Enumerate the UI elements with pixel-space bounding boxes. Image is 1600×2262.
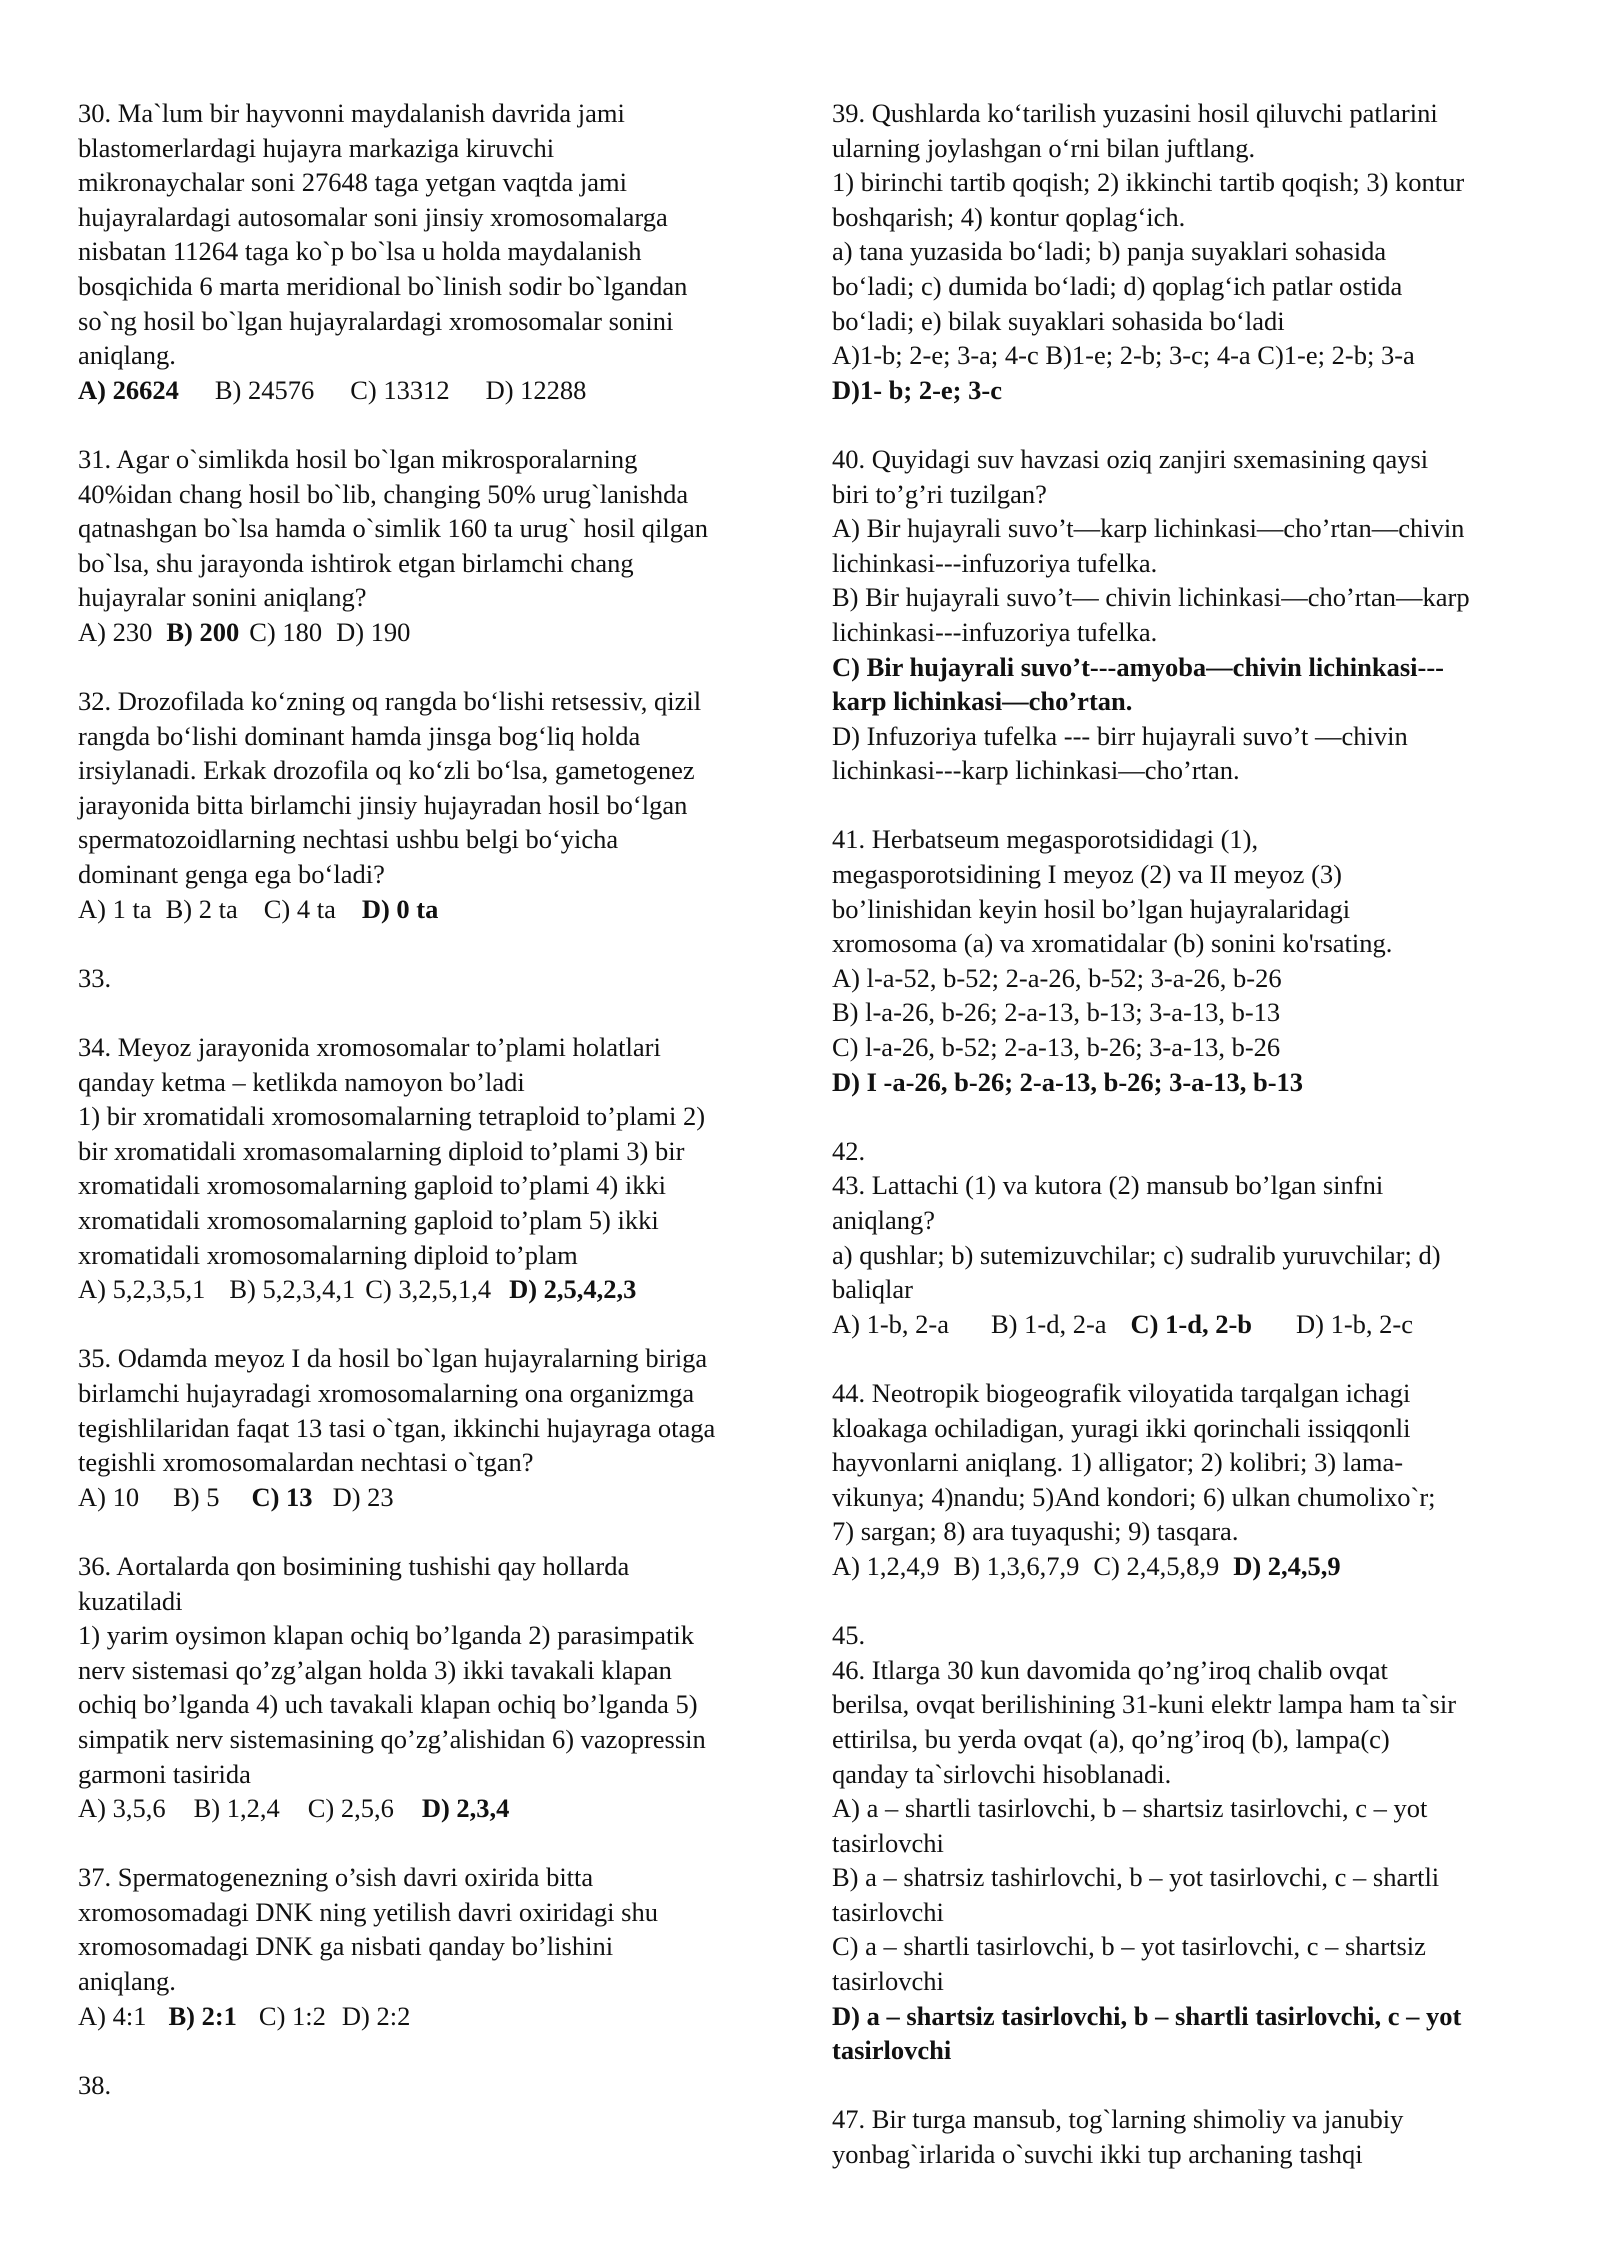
question-block (78, 96, 808, 407)
question-text-line: 45. (832, 1620, 866, 1651)
question-text-line: B) Bir hujayrali suvo’t— chivin lichinkasi—cho’rtan—karp (832, 582, 1470, 613)
question-text-line: 38. (78, 2069, 112, 2100)
question-text-line: aniqlang. (78, 1966, 176, 1997)
correct-answer-option: C) 13 (251, 1481, 313, 1512)
question-text-line: B) a – shatrsiz tashirlovchi, b – yot tasirlovchi, c – shartli (832, 1862, 1440, 1893)
question-text-line: 40%idan chang hosil bo`lib, changing 50% urug`lanishda (78, 478, 689, 509)
question-text-line: C) a – shartli tasirlovchi, b – yot tasirlovchi, c – shartsiz (832, 1931, 1426, 1962)
answer-options (832, 1307, 1562, 1342)
question-text-line: 40. Quyidagi suv havzasi oziq zanjiri sxemasining qaysi (832, 443, 1429, 474)
question-text-line: garmoni tasirida (78, 1758, 251, 1789)
question-text-line: xromosomadagi DNK ga nisbati qanday bo’lishini (78, 1931, 614, 1962)
question-text-line: D) I -a-26, b-26; 2-a-13, b-26; 3-a-13, b-13 (832, 1066, 1304, 1097)
question-text-line: D) a – shartsiz tasirlovchi, b – shartli tasirlovchi, c – yot (832, 2000, 1462, 2031)
question-text-line: lichinkasi---infuzoriya tufelka. (832, 547, 1158, 578)
question-text-line: spermatozoidlarning nechtasi ushbu belgi bo‘yicha (78, 824, 619, 855)
question-text-line: ochiq bo’lganda 4) uch tavakali klapan ochiq bo’lganda 5) (78, 1689, 698, 1720)
answer-option: D) 12288 (485, 374, 587, 405)
question-text-line: vikunya; 4)nandu; 5)And kondori; 6) ulkan chumolixo`r; (832, 1481, 1436, 1512)
answer-option: D) 1-b, 2-c (1296, 1308, 1414, 1339)
question-text-line: 46. Itlarga 30 kun davomida qo’ng’iroq chalib ovqat (832, 1654, 1388, 1685)
question-text-line: 47. Bir turga mansub, tog`larning shimoliy va janubiy (832, 2104, 1404, 2135)
answer-option: D) 23 (332, 1481, 394, 1512)
answer-option: C) 180 (249, 616, 323, 647)
question-text-line: 35. Odamda meyoz I da hosil bo`lgan hujayralarning biriga (78, 1343, 708, 1374)
question-text-line: 34. Meyoz jarayonida xromosomalar to’plami holatlari (78, 1032, 661, 1063)
question-block (832, 1134, 1562, 1342)
question-text-line: 7) sargan; 8) ara tuyaqushi; 9) tasqara. (832, 1516, 1239, 1547)
answer-option: B) 5 (173, 1481, 220, 1512)
answer-option: A) 4:1 (78, 2000, 147, 2031)
question-block (832, 442, 1562, 788)
answer-option: C) 2,5,6 (307, 1793, 394, 1824)
answer-option: B) 1,3,6,7,9 (953, 1550, 1080, 1581)
question-text-line: hujayralardagi autosomalar soni jinsiy xromosomalarga (78, 201, 668, 232)
question-text-line: A)1-b; 2-e; 3-a; 4-c B)1-e; 2-b; 3-c; 4-a C)1-e; 2-b; 3-a (832, 340, 1415, 371)
correct-answer-option: D) 2,3,4 (421, 1793, 510, 1824)
question-text-line: megasporotsidining I meyoz (2) va II meyoz (3) (832, 859, 1342, 890)
question-text-line: simpatik nerv sistemasining qo’zg’alishidan 6) vazopressin (78, 1723, 706, 1754)
question-block (78, 1860, 808, 2033)
question-text-line: tasirlovchi (832, 1966, 944, 1997)
question-text-line: 1) bir xromatidali xromosomalarning tetraploid to’plami 2) (78, 1101, 706, 1132)
left-column (78, 96, 808, 2137)
question-block (832, 1618, 1562, 2068)
answer-option: C) 1:2 (258, 2000, 326, 2031)
question-text-line: kloakaga ochiladigan, yuragi ikki qorinchali issiqqonli (832, 1412, 1411, 1443)
question-text-line: A) Bir hujayrali suvo’t—karp lichinkasi—cho’rtan—chivin (832, 513, 1465, 544)
question-text-line: C) Bir hujayrali suvo’t---amyoba—chivin lichinkasi--- (832, 651, 1444, 682)
question-block (78, 1549, 808, 1826)
question-text-line: mikronaychalar soni 27648 taga yetgan vaqtda jami (78, 167, 627, 198)
answer-option: D) 190 (336, 616, 411, 647)
question-text-line: karp lichinkasi—cho’rtan. (832, 686, 1133, 717)
question-text-line: 44. Neotropik biogeografik viloyatida tarqalgan ichagi (832, 1377, 1411, 1408)
question-block (832, 822, 1562, 1099)
answer-option: C) 2,4,5,8,9 (1093, 1550, 1220, 1581)
answer-option: B) 1,2,4 (193, 1793, 280, 1824)
question-text-line: birlamchi hujayradagi xromosomalarning ona organizmga (78, 1377, 695, 1408)
answer-options (78, 615, 808, 650)
answer-option: B) 1-d, 2-a (991, 1308, 1107, 1339)
answer-options (78, 373, 808, 408)
question-text-line: tegishlilaridan faqat 13 tasi o`tgan, ikkinchi hujayraga otaga (78, 1412, 716, 1443)
answer-options (78, 1480, 808, 1515)
question-block (78, 684, 808, 926)
question-block (832, 1376, 1562, 1584)
answer-options (78, 892, 808, 927)
answer-option: A) 1-b, 2-a (832, 1308, 949, 1339)
answer-option: C) 4 ta (263, 893, 336, 924)
question-text-line: lichinkasi---infuzoriya tufelka. (832, 616, 1158, 647)
question-text-line: hayvonlarni aniqlang. 1) alligator; 2) kolibri; 3) lama- (832, 1447, 1404, 1478)
question-text-line: D) Infuzoriya tufelka --- birr hujayrali suvo’t —chivin (832, 720, 1408, 751)
question-text-line: rangda bo‘lishi dominant hamda jinsga bog‘liq holda (78, 720, 641, 751)
question-text-line: nisbatan 11264 taga ko`p bo`lsa u holda maydalanish (78, 236, 642, 267)
question-text-line: 37. Spermatogenezning o’sish davri oxirida bitta (78, 1862, 594, 1893)
question-text-line: 41. Herbatseum megasporotsididagi (1), (832, 824, 1259, 855)
answer-option: A) 1 ta (78, 893, 152, 924)
question-text-line: B) l-a-26, b-26; 2-a-13, b-13; 3-a-13, b-13 (832, 997, 1281, 1028)
correct-answer-option: D) 2,5,4,2,3 (509, 1274, 637, 1305)
question-text-line: kuzatiladi (78, 1585, 183, 1616)
right-column (832, 96, 1562, 2206)
answer-options (832, 1549, 1562, 1584)
question-text-line: dominant genga ega bo‘ladi? (78, 859, 385, 890)
question-text-line: tasirlovchi (832, 1827, 944, 1858)
question-text-line: xromosomadagi DNK ning yetilish davri oxiridagi shu (78, 1896, 658, 1927)
correct-answer-option: B) 200 (166, 616, 240, 647)
question-text-line: qanday ketma – ketlikda namoyon bo’ladi (78, 1066, 525, 1097)
question-text-line: qatnashgan bo`lsa hamda o`simlik 160 ta urug` hosil qilgan (78, 513, 708, 544)
answer-option: A) 10 (78, 1481, 140, 1512)
question-text-line: xromatidali xromosomalarning diploid to’plam (78, 1239, 578, 1270)
question-text-line: 30. Ma`lum bir hayvonni maydalanish davrida jami (78, 98, 625, 128)
question-text-line: D)1- b; 2-e; 3-c (832, 374, 1002, 405)
question-text-line: 33. (78, 962, 112, 993)
question-text-line: 42. (832, 1135, 866, 1166)
question-text-line: yonbag`irlarida o`suvchi ikki tup archaning tashqi (832, 2139, 1363, 2170)
question-block (78, 1030, 808, 1307)
answer-option: C) 13312 (350, 374, 450, 405)
question-text-line: bir xromatidali xromasomalarning diploid to’plami 3) bir (78, 1135, 685, 1166)
question-text-line: A) a – shartli tasirlovchi, b – shartsiz tasirlovchi, c – yot (832, 1793, 1428, 1824)
question-text-line: 32. Drozofilada ko‘zning oq rangda bo‘lishi retsessiv, qizil (78, 686, 702, 717)
answer-option: A) 1,2,4,9 (832, 1550, 940, 1581)
question-text-line: 39. Qushlarda ko‘tarilish yuzasini hosil qiluvchi patlarini (832, 98, 1438, 128)
question-block (78, 961, 808, 996)
answer-options (78, 1999, 808, 2034)
question-text-line: bosqichida 6 marta meridional bo`linish sodir bo`lgandan (78, 270, 688, 301)
correct-answer-option: D) 0 ta (361, 893, 439, 924)
correct-answer-option: D) 2,4,5,9 (1233, 1550, 1341, 1581)
question-text-line: xromatidali xromosomalarning gaploid to’plam 5) ikki (78, 1205, 659, 1235)
answer-option: C) 3,2,5,1,4 (365, 1274, 492, 1305)
question-text-line: tasirlovchi (832, 1896, 944, 1927)
question-block (78, 442, 808, 650)
question-text-line: nerv sistemasi qo’zg’algan holda 3) ikki tavakali klapan (78, 1654, 672, 1685)
answer-option: B) 5,2,3,4,1 (229, 1274, 356, 1305)
question-text-line: xromatidali xromosomalarning gaploid to’plami 4) ikki (78, 1170, 667, 1201)
question-text-line: bo‘ladi; e) bilak suyaklari sohasida bo‘ladi (832, 305, 1285, 336)
answer-option: A) 5,2,3,5,1 (78, 1274, 206, 1305)
answer-option: A) 3,5,6 (78, 1793, 166, 1824)
correct-answer-option: A) 26624 (78, 374, 179, 405)
question-block (78, 2068, 808, 2103)
question-text-line: jarayonida bitta birlamchi jinsiy hujayradan hosil bo‘lgan (78, 789, 688, 820)
question-text-line: aniqlang? (832, 1205, 936, 1235)
answer-options (78, 1272, 808, 1307)
question-text-line: qanday ta`sirlovchi hisoblanadi. (832, 1758, 1172, 1789)
question-block (832, 2102, 1562, 2171)
answer-options (78, 1791, 808, 1826)
question-text-line: tegishli xromosomalardan nechtasi o`tgan? (78, 1447, 534, 1478)
question-block (78, 1341, 808, 1514)
question-text-line: a) qushlar; b) sutemizuvchilar; c) sudralib yuruvchilar; d) (832, 1239, 1441, 1270)
question-text-line: tasirlovchi (832, 2035, 952, 2066)
question-text-line: boshqarish; 4) kontur qoplag‘ich. (832, 201, 1186, 232)
question-text-line: 31. Agar o`simlikda hosil bo`lgan mikrosporalarning (78, 443, 638, 474)
question-text-line: biri to’g’ri tuzilgan? (832, 478, 1047, 509)
question-text-line: aniqlang. (78, 340, 176, 371)
question-text-line: 36. Aortalarda qon bosimining tushishi qay hollarda (78, 1550, 630, 1581)
question-text-line: lichinkasi---karp lichinkasi—cho’rtan. (832, 755, 1240, 786)
question-text-line: 1) yarim oysimon klapan ochiq bo’lganda 2) parasimpatik (78, 1620, 694, 1651)
question-text-line: ularning joylashgan o‘rni bilan juftlang. (832, 132, 1256, 163)
correct-answer-option: B) 2:1 (168, 2000, 237, 2031)
question-text-line: blastomerlardagi hujayra markaziga kiruvchi (78, 132, 555, 163)
answer-option: B) 24576 (214, 374, 315, 405)
question-text-line: irsiylanadi. Erkak drozofila oq ko‘zli bo‘lsa, gametogenez (78, 755, 695, 786)
question-text-line: bo`lsa, shu jarayonda ishtirok etgan birlamchi chang (78, 547, 634, 578)
correct-answer-option: C) 1-d, 2-b (1130, 1308, 1253, 1339)
question-text-line: bo’linishidan keyin hosil bo’lgan hujayralaridagi (832, 893, 1351, 924)
answer-option: D) 2:2 (341, 2000, 411, 2031)
answer-option: B) 2 ta (165, 893, 238, 924)
question-text-line: a) tana yuzasida bo‘ladi; b) panja suyaklari sohasida (832, 236, 1387, 267)
question-block (832, 96, 1562, 407)
question-text-line: berilsa, ovqat berilishining 31-kuni elektr lampa ham ta`sir (832, 1689, 1457, 1720)
question-text-line: 43. Lattachi (1) va kutora (2) mansub bo’lgan sinfni (832, 1170, 1384, 1201)
question-text-line: xromosoma (a) va xromatidalar (b) sonini ko'rsating. (832, 928, 1393, 959)
answer-option: A) 230 (78, 616, 153, 647)
question-text-line: 1) birinchi tartib qoqish; 2) ikkinchi tartib qoqish; 3) kontur (832, 167, 1465, 198)
question-text-line: bo‘ladi; c) dumida bo‘ladi; d) qoplag‘ich patlar ostida (832, 270, 1403, 301)
question-text-line: baliqlar (832, 1274, 913, 1305)
question-text-line: so`ng hosil bo`lgan hujayralardagi xromosomalar sonini (78, 305, 674, 336)
question-text-line: A) l-a-52, b-52; 2-a-26, b-52; 3-a-26, b-26 (832, 962, 1282, 993)
question-text-line: C) l-a-26, b-52; 2-a-13, b-26; 3-a-13, b-26 (832, 1032, 1281, 1063)
question-text-line: hujayralar sonini aniqlang? (78, 582, 367, 613)
question-text-line: ettirilsa, bu yerda ovqat (a), qo’ng’iroq (b), lampa(c) (832, 1723, 1390, 1754)
